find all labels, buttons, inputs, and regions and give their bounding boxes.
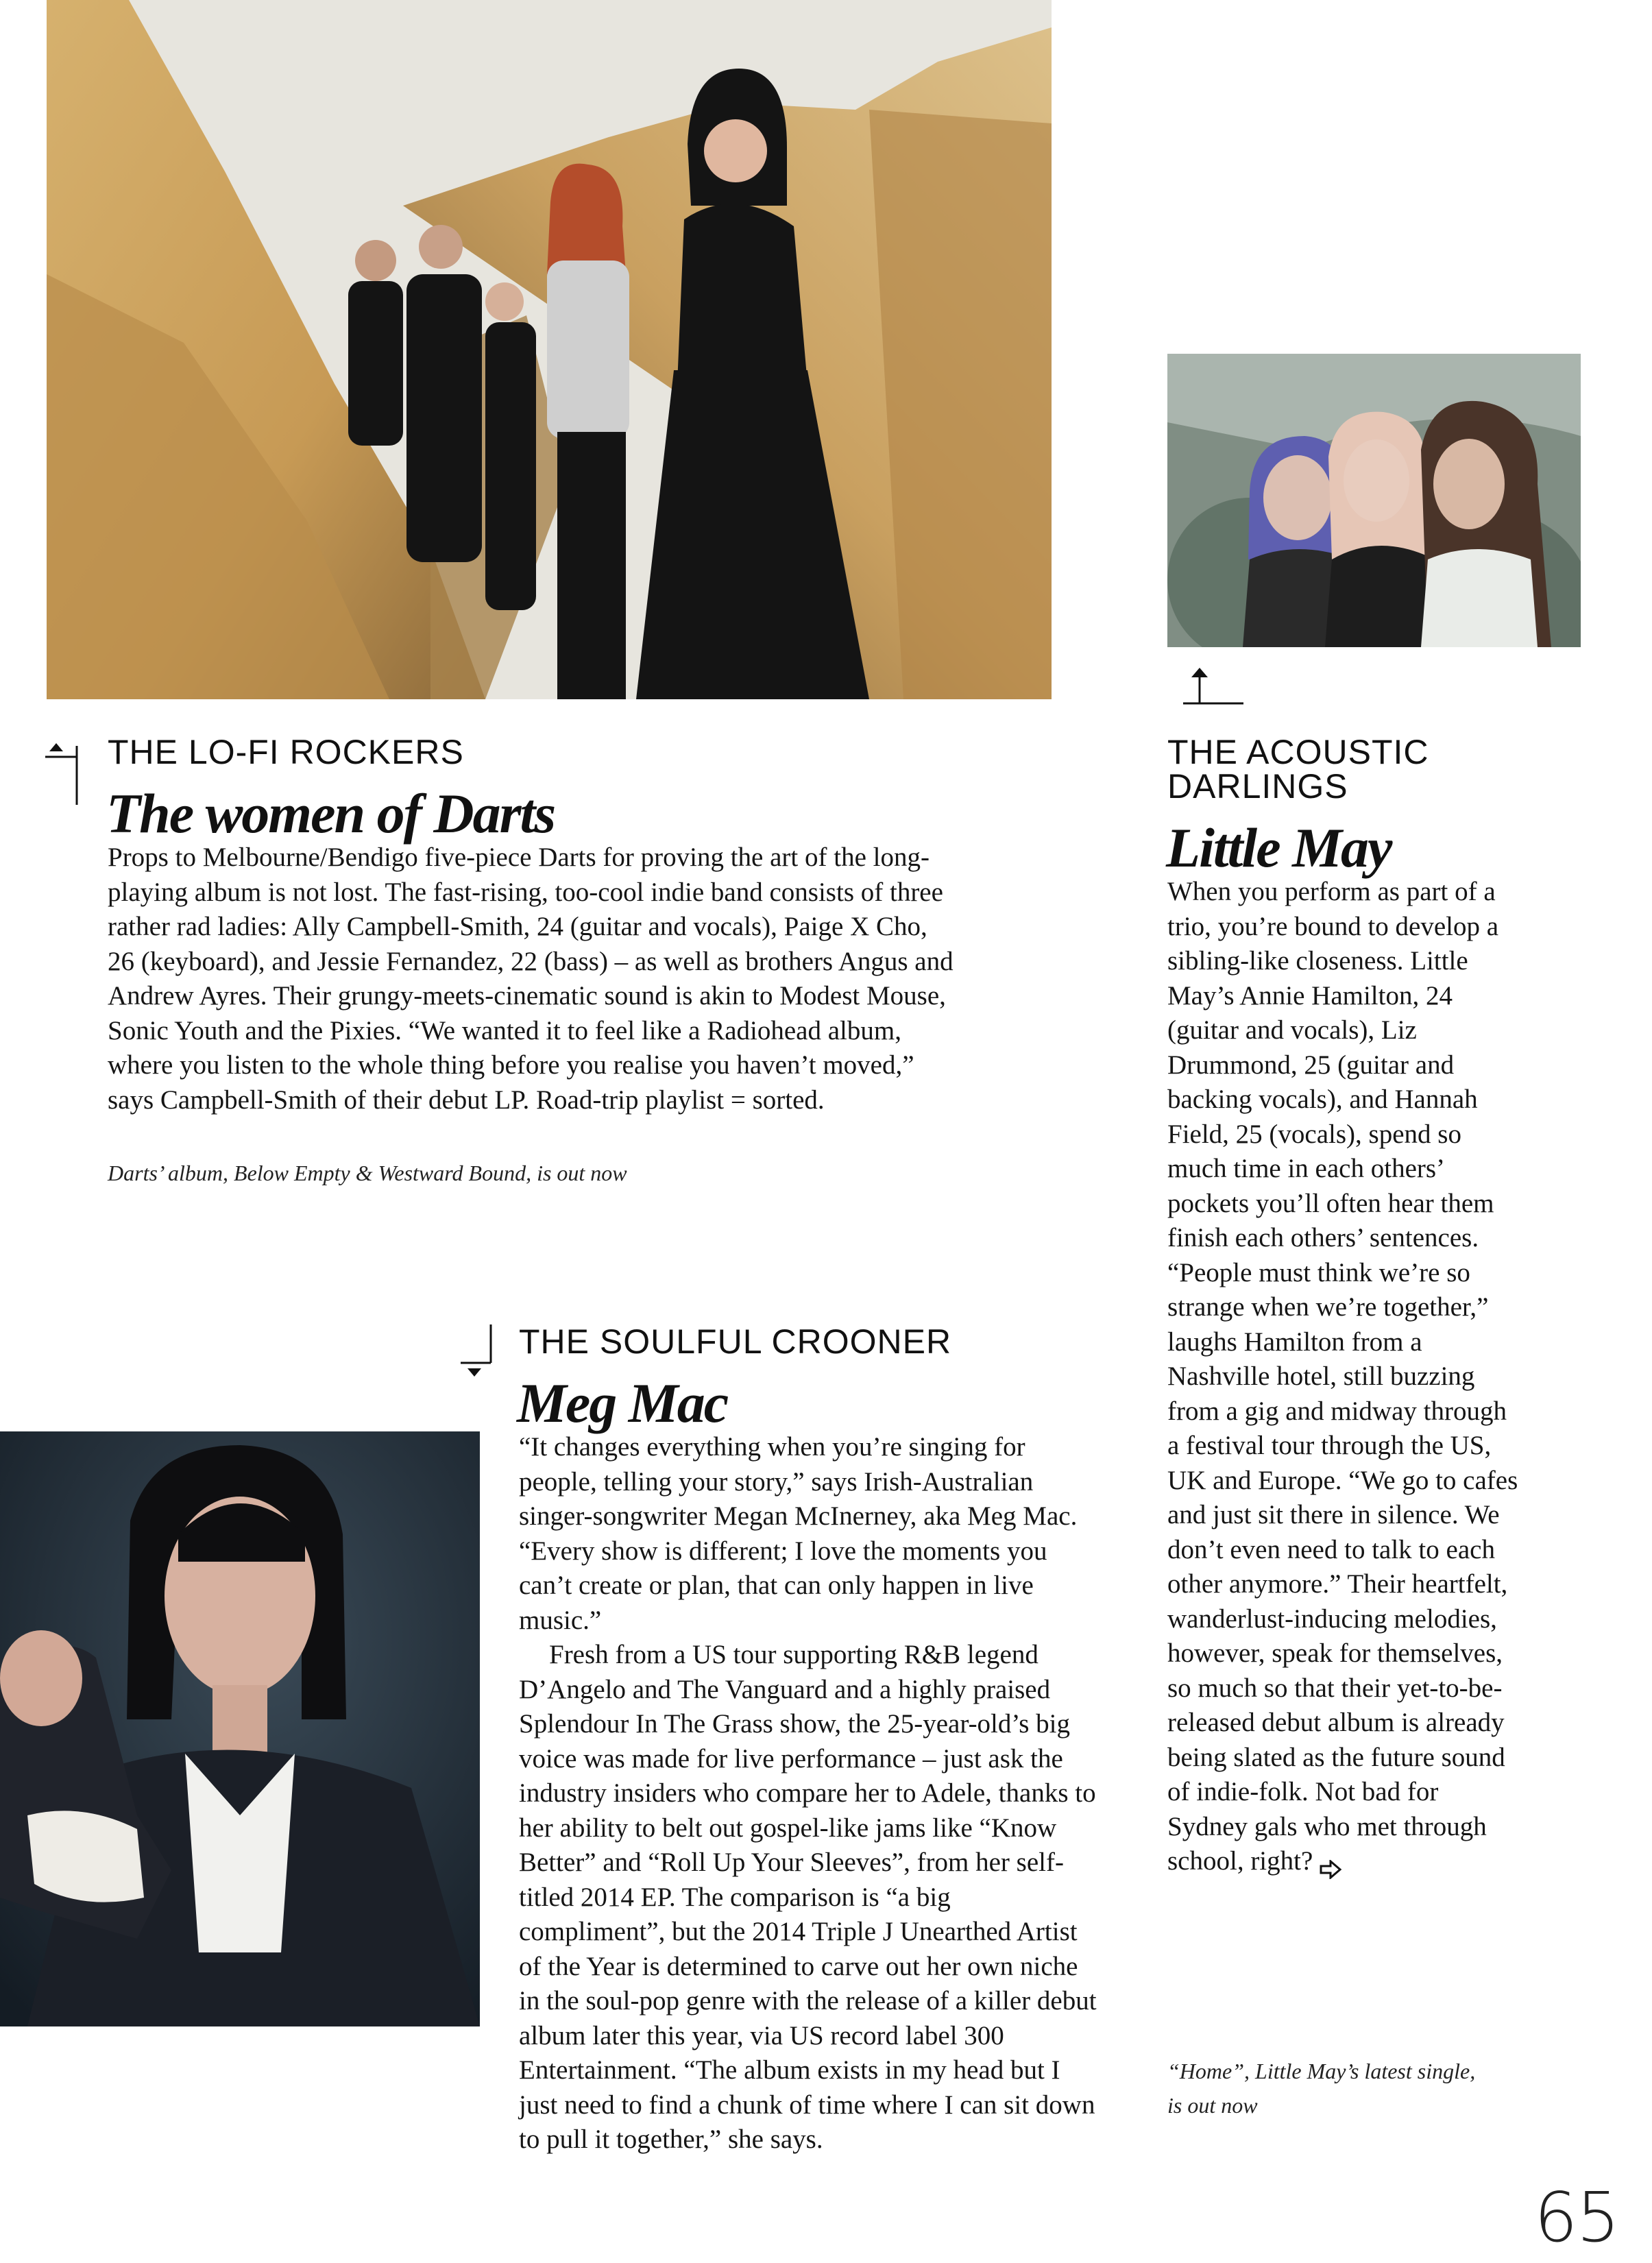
- megmac-kicker: THE SOULFUL CROONER: [519, 1322, 952, 1361]
- darts-caption: Darts’ album, Below Empty & Westward Bound, is out now: [108, 1161, 627, 1185]
- section-marker-megmac: [457, 1322, 498, 1383]
- megmac-paragraph-2: Fresh from a US tour supporting R&B legend D’Angelo and The Vanguard and a highly praised Splendour In The Grass show, the 25-year-old’s big voice was made for live performance – just ask the industry insiders who compare her to Adele, thanks to her ability to belt out gospel-like jams like “Know Better” and “Roll Up Your Sleeves”, from her self-titled 2014 EP. The comparison is “a big compliment”, but the 2014 Triple J Unearthed Artist of the Year is determined to carve out her own niche in the soul-pop genre with the release of a killer debut album later this year, via US record label 300 Entertainment. “The album exists in my head but I just need to find a chunk of time where I can sit down to pull it together,” she says.: [519, 1640, 1097, 2154]
- arrow-up-icon: [45, 739, 80, 808]
- arrow-down-icon: [457, 1322, 498, 1383]
- littlemay-caption: “Home”, Little May’s latest single, is out now: [1167, 2059, 1476, 2118]
- littlemay-headline: Little May: [1166, 816, 1392, 879]
- megmac-paragraph-1: “It changes everything when you’re singing for people, telling your story,” says Irish-Australian singer-songwriter Megan McInerney, aka Meg Mac. “Every show is different; I love the moments you can’t create or plan, that can only happen in live music.”: [519, 1432, 1078, 1635]
- megmac-headline: Meg Mac: [517, 1372, 728, 1434]
- darts-headline: The women of Darts: [106, 782, 555, 845]
- arrow-right-icon: [1320, 1854, 1343, 1873]
- littlemay-kicker: THE ACOUSTIC DARLINGS: [1167, 733, 1429, 806]
- section-marker-darts: [45, 739, 80, 808]
- littlemay-body: When you perform as part of a trio, you’re bound to develop a sibling-like closeness. Little May’s Annie Hamilton, 24 (guitar and vocals), Liz Drummond, 25 (guitar and backing vocals), and Hannah Field, 25 (vocals), spend so much time in each others’ pockets you’ll often hear them finish each others’ sentences. “People must think we’re so strange when we’re together,” laughs Hamilton from a Nashville hotel, still buzzing from a gig and midway through a festival tour through the US, UK and Europe. “We go to cafes and just sit there in silence. We don’t even need to talk to each other anymore.” Their heartfelt, wanderlust-inducing melodies, however, speak for themselves, so much so that their yet-to-be-released debut album is already being slated as the future sound of indie-folk. Not bad for Sydney gals who met through school, right?: [1167, 877, 1518, 1876]
- megmac-body-text: [519, 1430, 1103, 2157]
- darts-band-photo: [47, 0, 1052, 699]
- section-marker-littlemay: [1183, 665, 1245, 707]
- little-may-band-photo: [1167, 354, 1581, 647]
- darts-kicker: THE LO-FI ROCKERS: [108, 733, 464, 771]
- arrow-up-icon: [1183, 665, 1245, 707]
- darts-body-text: Props to Melbourne/Bendigo five-piece Darts for proving the art of the long-playing album is not lost. The fast-rising, too-cool indie band consists of three rather rad ladies: Ally Campbell-Smith, 24 (guitar and vocals), Paige X Cho, 26 (keyboard), and Jessie Fernandez, 22 (bass) – as well as brothers Angus and Andrew Ayres. Their grungy-meets-cinematic sound is akin to Modest Mouse, Sonic Youth and the Pixies. “We wanted it to feel like a Radiohead album, where you listen to the whole thing before you realise you haven’t moved,” says Campbell-Smith of their debut LP. Road-trip playlist = sorted.: [108, 843, 953, 1115]
- meg-mac-portrait-photo: [0, 1431, 480, 2026]
- page-number: 65: [1534, 2177, 1619, 2258]
- littlemay-body-text: [1167, 875, 1524, 1879]
